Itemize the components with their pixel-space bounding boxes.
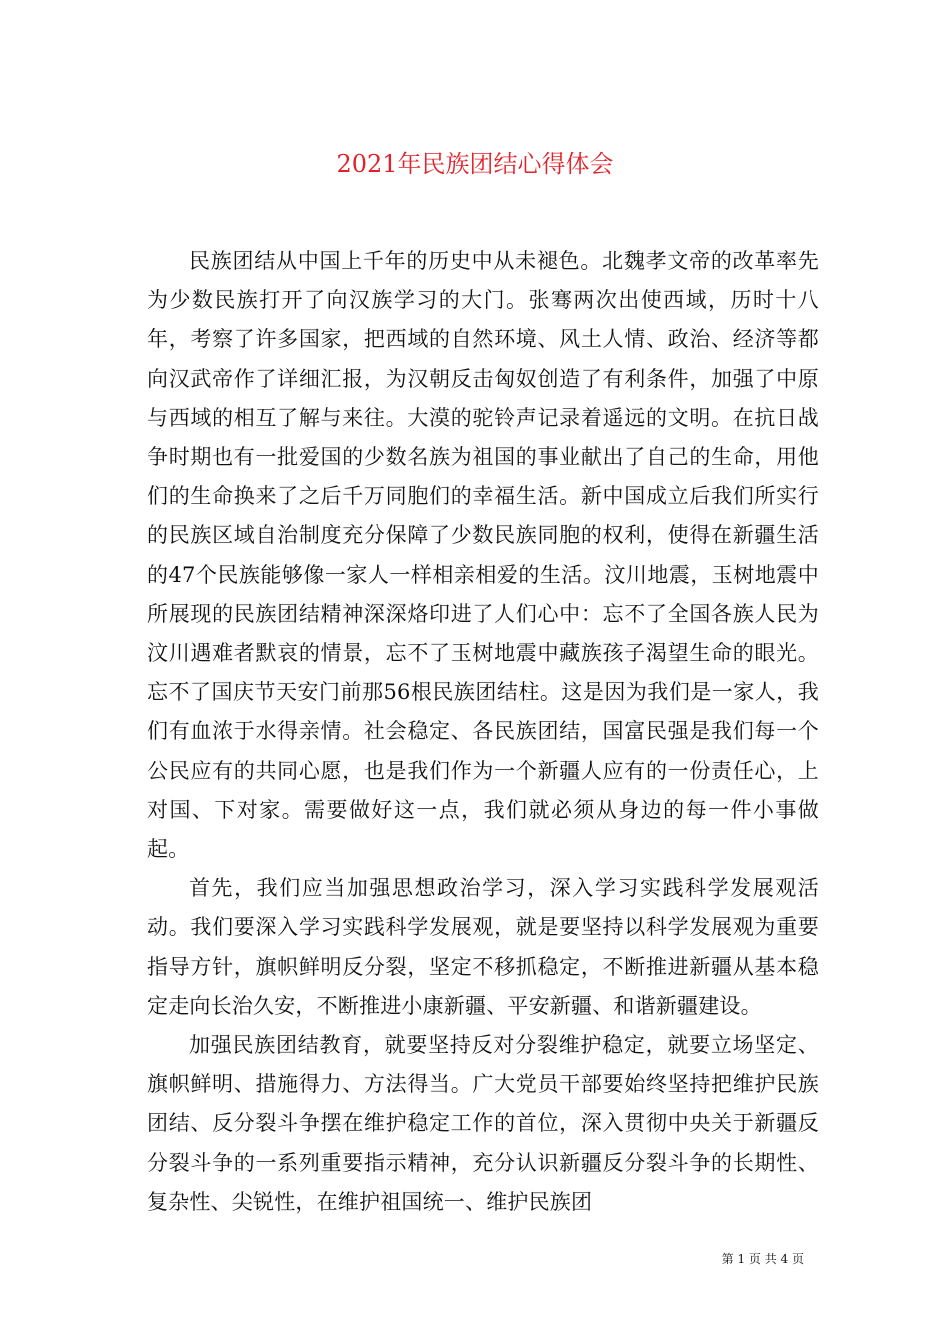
paragraph-2: 首先，我们应当加强思想政治学习，深入学习实践科学发展观活动。我们要深入学习实践科学发展观，就是要坚持以科学发展观为重要指导方针，旗帜鲜明反分裂，坚定不移抓稳定，不断推进新疆从基本稳定走向长治久安，不断推进小康新疆、平安新疆、和谐新疆建设。 xyxy=(147,876,819,1018)
document-body xyxy=(147,242,819,1222)
paragraph-3: 加强民族团结教育，就要坚持反对分裂维护稳定，就要立场坚定、旗帜鲜明、措施得力、方法得当。广大党员干部要始终坚持把维护民族团结、反分裂斗争摆在维护稳定工作的首位，深入贯彻中央关于新疆反分裂斗争的一系列重要指示精神，充分认识新疆反分裂斗争的长期性、复杂性、尖锐性，在维护祖国统一、维护民族团 xyxy=(147,1033,819,1214)
page-number-indicator: 第 1 页 共 4 页 xyxy=(721,1252,804,1266)
paragraph-1: 民族团结从中国上千年的历史中从未褪色。北魏孝文帝的改革率先为少数民族打开了向汉族学习的大门。张骞两次出使西域，历时十八年，考察了许多国家，把西域的自然环境、风土人情、政治、经济等都向汉武帝作了详细汇报，为汉朝反击匈奴创造了有利条件，加强了中原与西域的相互了解与来往。大漠的驼铃声记录着遥远的文明。在抗日战争时期也有一批爱国的少数名族为祖国的事业献出了自己的生命，用他们的生命换来了之后千万同胞们的幸福生活。新中国成立后我们所实行的民族区域自治制度充分保障了少数民族同胞的权利，使得在新疆生活的47个民族能够像一家人一样相亲相爱的生活。汶川地震，玉树地震中所展现的民族团结精神深深烙印进了人们心中：忘不了全国各族人民为汶川遇难者默哀的情景，忘不了玉树地震中藏族孩子渴望生命的眼光。忘不了国庆节天安门前那56根民族团结柱。这是因为我们是一家人，我们有血浓于水得亲情。社会稳定、各民族团结，国富民强是我们每一个公民应有的共同心愿，也是我们作为一个新疆人应有的一份责任心，上对国、下对家。需要做好这一点，我们就必须从身边的每一件小事做起。 xyxy=(147,249,819,862)
document-title: 2021年民族团结心得体会 xyxy=(336,150,614,179)
